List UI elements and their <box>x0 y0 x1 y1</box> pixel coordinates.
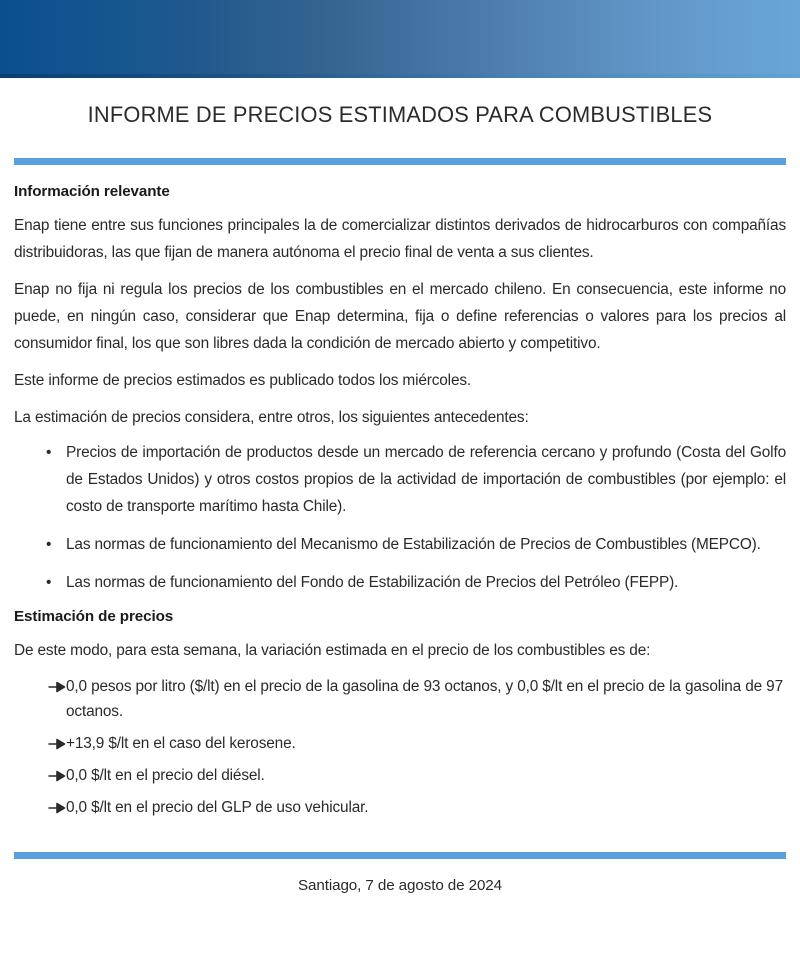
arrow-right-icon <box>48 681 66 693</box>
title-divider-rule <box>14 158 786 165</box>
list-item-text: 0,0 pesos por litro ($/lt) en el precio de la gasolina de 93 octanos, y 0,0 $/lt en el precio de la gasolina de 97 octanos. <box>66 678 783 720</box>
list-item-text: +13,9 $/lt en el caso del kerosene. <box>66 735 296 752</box>
list-item <box>14 439 786 520</box>
paragraph-enap-no-fija: Enap no fija ni regula los precios de los combustibles en el mercado chileno. En consecuencia, este informe no puede, en ningún caso, considerar que Enap determina, fija o define referencias o valores para los precios al consumidor final, los que son libres dada la condición de mercado abierto y competitivo. <box>14 281 786 352</box>
list-item-text: 0,0 $/lt en el precio del diésel. <box>66 767 265 784</box>
paragraph-variacion-intro: De este modo, para esta semana, la variación estimada en el precio de los combustibles es de: <box>14 642 651 659</box>
price-variation-list <box>14 674 786 820</box>
list-item <box>14 569 786 596</box>
list-item <box>14 795 786 820</box>
list-item <box>14 731 786 756</box>
footer-divider-rule <box>14 852 786 859</box>
document-body <box>0 183 800 820</box>
paragraph-enap-funciones: Enap tiene entre sus funciones principales la de comercializar distintos derivados de hidrocarburos con compañías distribuidoras, las que fijan de manera autónoma el precio final de venta a sus clientes. <box>14 217 786 261</box>
list-item-text: Las normas de funcionamiento del Fondo de Estabilización de Precios del Petróleo (FEPP). <box>66 574 679 591</box>
list-item-text: Precios de importación de productos desde un mercado de referencia cercano y profundo (Costa del Golfo de Estados Unidos) y otros costos propios de la actividad de importación de combustibles (por ejemplo: el costo de transporte marítimo hasta Chile). <box>66 444 786 515</box>
heading-estimacion-de-precios: Estimación de precios <box>14 608 174 625</box>
arrow-right-icon <box>48 770 66 782</box>
arrow-right-icon <box>48 738 66 750</box>
heading-informacion-relevante: Información relevante <box>14 183 170 200</box>
list-item-text: Las normas de funcionamiento del Mecanismo de Estabilización de Precios de Combustibles (MEPCO). <box>66 536 761 553</box>
footer-place-and-date: Santiago, 7 de agosto de 2024 <box>298 877 502 894</box>
paragraph-antecedentes-intro: La estimación de precios considera, entre otros, los siguientes antecedentes: <box>14 409 529 426</box>
bullet-dot-icon: • <box>46 574 52 591</box>
title-zone <box>0 78 800 152</box>
list-item <box>14 674 786 724</box>
arrow-right-icon <box>48 802 66 814</box>
antecedentes-list <box>14 439 786 596</box>
list-item <box>14 531 786 558</box>
paragraph-publicacion-miercoles: Este informe de precios estimados es publicado todos los miércoles. <box>14 372 472 389</box>
bullet-dot-icon: • <box>46 536 52 553</box>
list-item <box>14 763 786 788</box>
header-banner <box>0 0 800 78</box>
list-item-text: 0,0 $/lt en el precio del GLP de uso vehicular. <box>66 799 369 816</box>
page-title: INFORME DE PRECIOS ESTIMADOS PARA COMBUSTIBLES <box>87 102 713 127</box>
bullet-dot-icon: • <box>46 444 52 461</box>
